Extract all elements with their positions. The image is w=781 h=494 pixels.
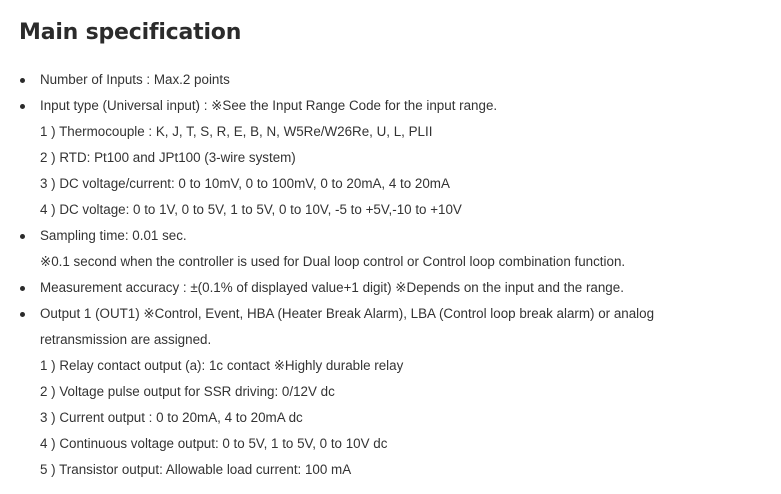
page-title: Main specification <box>19 20 242 45</box>
spec-list-subitem <box>0 379 781 405</box>
spec-list-subitem <box>0 353 781 379</box>
bullet-icon <box>20 312 25 317</box>
spec-text: 4 ) DC voltage: 0 to 1V, 0 to 5V, 1 to 5V, 0 to 10V, -5 to +5V,-10 to +10V <box>40 202 462 217</box>
spec-list-subitem <box>0 431 781 457</box>
spec-text: Output 1 (OUT1) ※Control, Event, HBA (Heater Break Alarm), LBA (Control loop break alarm) or analog <box>40 306 655 321</box>
spec-text: 3 ) Current output : 0 to 20mA, 4 to 20mA dc <box>40 410 303 425</box>
spec-text: Number of Inputs : Max.2 points <box>40 72 230 87</box>
spec-text: 1 ) Relay contact output (a): 1c contact ※Highly durable relay <box>40 358 404 373</box>
spec-text: 2 ) RTD: Pt100 and JPt100 (3-wire system) <box>40 150 296 165</box>
spec-list-item <box>0 223 781 249</box>
bullet-icon <box>20 234 25 239</box>
spec-list-item <box>0 93 781 119</box>
spec-list-item <box>0 275 781 301</box>
spec-text: 1 ) Thermocouple : K, J, T, S, R, E, B, N, W5Re/W26Re, U, L, PLII <box>40 124 433 139</box>
spec-list <box>0 67 781 483</box>
spec-text: 2 ) Voltage pulse output for SSR driving: 0/12V dc <box>40 384 335 399</box>
spec-list-subitem <box>0 327 781 353</box>
spec-text: Input type (Universal input) : ※See the Input Range Code for the input range. <box>40 98 498 113</box>
spec-list-subitem <box>0 119 781 145</box>
spec-text: 4 ) Continuous voltage output: 0 to 5V, 1 to 5V, 0 to 10V dc <box>40 436 388 451</box>
spec-text: 5 ) Transistor output: Allowable load current: 100 mA <box>40 462 352 477</box>
spec-text: Measurement accuracy : ±(0.1% of displayed value+1 digit) ※Depends on the input and the range. <box>40 280 624 295</box>
spec-list-item <box>0 67 781 93</box>
spec-text: retransmission are assigned. <box>40 332 212 347</box>
spec-text: Sampling time: 0.01 sec. <box>40 228 187 243</box>
spec-list-item <box>0 301 781 327</box>
bullet-icon <box>20 78 25 83</box>
bullet-icon <box>20 104 25 109</box>
spec-list-subitem <box>0 249 781 275</box>
spec-list-subitem <box>0 197 781 223</box>
spec-list-subitem <box>0 405 781 431</box>
spec-list-subitem <box>0 457 781 483</box>
spec-text: 3 ) DC voltage/current: 0 to 10mV, 0 to 100mV, 0 to 20mA, 4 to 20mA <box>40 176 450 191</box>
spec-list-subitem <box>0 171 781 197</box>
bullet-icon <box>20 286 25 291</box>
spec-text: ※0.1 second when the controller is used for Dual loop control or Control loop combination function. <box>40 254 626 269</box>
spec-list-subitem <box>0 145 781 171</box>
